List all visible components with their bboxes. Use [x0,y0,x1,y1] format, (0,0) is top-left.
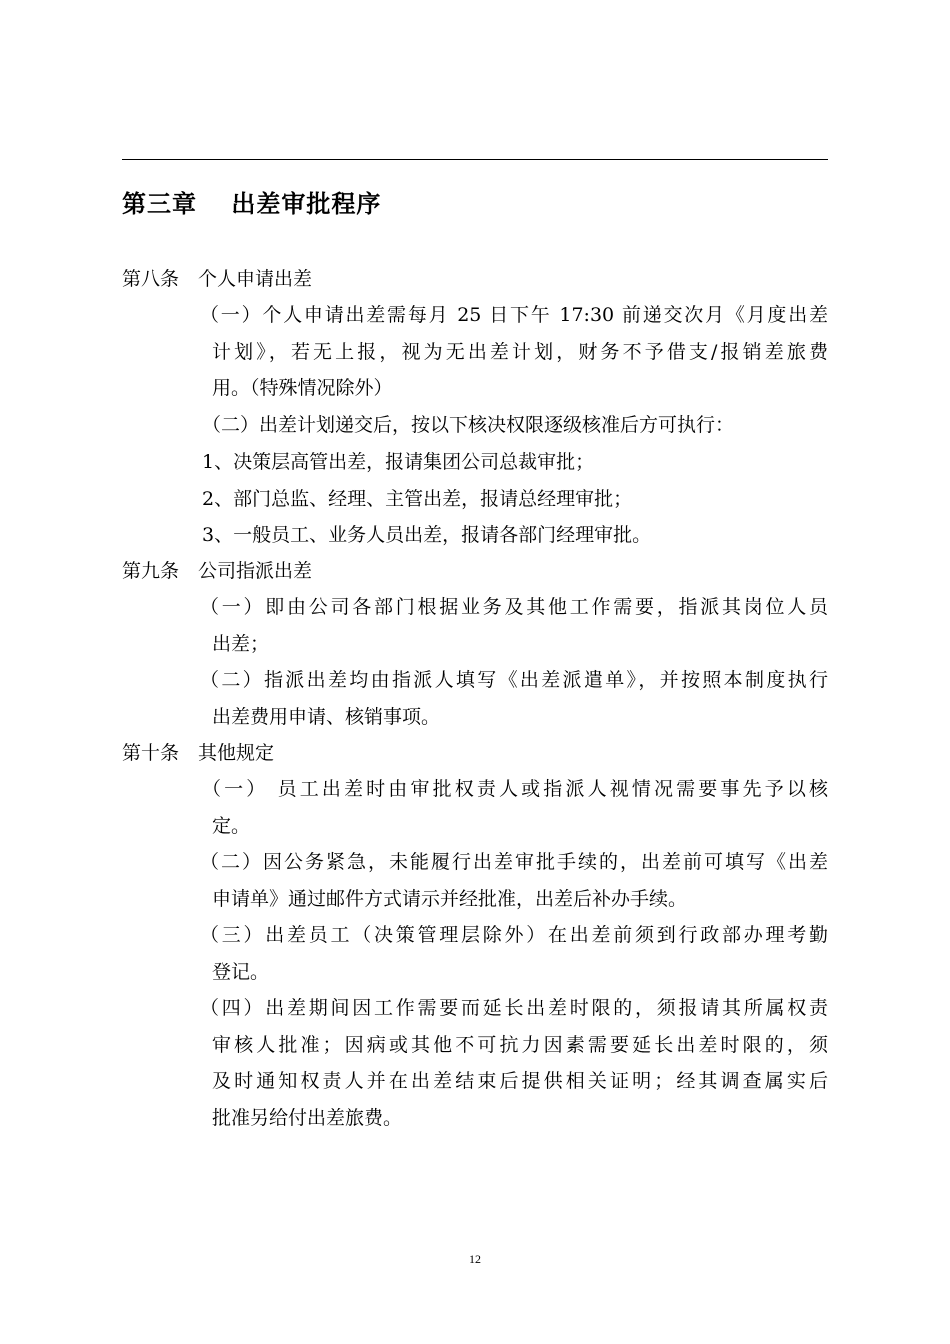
page-number: 12 [469,1252,481,1266]
chapter-title: 第三章 出差审批程序 [122,190,382,218]
article-10-item-4-line-3: 及时通知权责人并在出差结束后提供相关证明；经其调查属实后 [212,1070,828,1092]
article-9-heading: 第九条 公司指派出差 [122,560,313,582]
article-8-heading: 第八条 个人申请出差 [122,268,313,290]
article-8-sub-3: 3、一般员工、业务人员出差，报请各部门经理审批。 [202,524,652,546]
article-9-item-2-line-2: 出差费用申请、核销事项。 [212,706,441,728]
article-8-item-2: （二）出差计划递交后，按以下核决权限逐级核准后方可执行： [202,414,735,436]
article-10-item-1-line-2: 定。 [212,815,251,837]
article-10-item-4-line-4: 批准另给付出差旅费。 [212,1107,403,1129]
article-10-item-1-line-1: （一） 员工出差时由审批权责人或指派人视情况需要事先予以核 [202,778,828,800]
article-10-item-2-line-2: 申请单》通过邮件方式请示并经批准，出差后补办手续。 [212,888,688,910]
article-10-item-4-line-2: 审核人批准；因病或其他不可抗力因素需要延长出差时限的，须 [212,1034,828,1056]
article-8-item-1-line-3: 用。（特殊情况除外） [212,377,393,399]
article-9-item-1-line-1: （一）即由公司各部门根据业务及其他工作需要，指派其岗位人员 [200,596,828,618]
article-8-sub-2: 2、部门总监、经理、主管出差，报请总经理审批； [202,488,633,510]
article-8-item-1-line-1: （一）个人申请出差需每月 25 日下午 17:30 前递交次月《月度出差 [200,304,828,326]
article-8-item-1-line-2: 计划》，若无上报，视为无出差计划，财务不予借支/报销差旅费 [212,341,828,363]
header-rule [122,159,828,160]
article-10-item-3-line-2: 登记。 [212,961,270,983]
article-10-item-2-line-1: （二）因公务紧急，未能履行出差审批手续的，出差前可填写《出差 [200,851,828,873]
article-9-item-1-line-2: 出差； [212,633,270,655]
article-8-sub-1: 1、决策层高管出差，报请集团公司总裁审批； [202,451,595,473]
article-10-item-3-line-1: （三）出差员工（决策管理层除外）在出差前须到行政部办理考勤 [200,924,828,946]
article-10-item-4-line-1: （四）出差期间因工作需要而延长出差时限的，须报请其所属权责 [200,997,828,1019]
article-9-item-2-line-1: （二）指派出差均由指派人填写《出差派遣单》，并按照本制度执行 [200,669,828,691]
article-10-heading: 第十条 其他规定 [122,742,275,764]
